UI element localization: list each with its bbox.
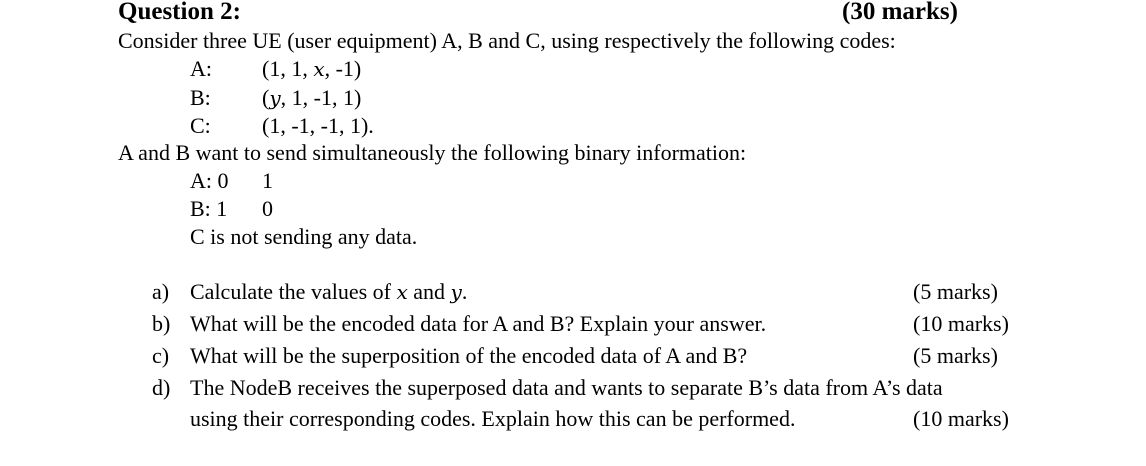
part-d-letter: d) — [152, 375, 171, 400]
binary-a-label: A: 0 — [190, 168, 229, 193]
part-a-marks: (5 marks) — [913, 279, 998, 304]
code-a-variable: x — [313, 57, 325, 81]
code-a-prefix: (1, 1, — [262, 56, 314, 81]
code-label-c: C: — [190, 113, 211, 138]
part-c-marks: (5 marks) — [913, 343, 998, 368]
question-intro: Consider three UE (user equipment) A, B and C, using respectively the following codes: — [118, 28, 896, 53]
part-a-letter: a) — [152, 279, 170, 304]
part-d-marks: (10 marks) — [913, 406, 1009, 431]
code-a-suffix: , -1) — [324, 56, 362, 81]
part-b-letter: b) — [152, 311, 171, 336]
part-a-var-x: x — [396, 280, 408, 304]
part-a-prefix: Calculate the values of — [190, 279, 397, 304]
binary-b-bit2: 0 — [262, 196, 273, 221]
part-a-var-y: y — [450, 280, 462, 304]
part-b-marks: (10 marks) — [913, 311, 1009, 336]
part-c-letter: c) — [152, 343, 170, 368]
code-value-b — [262, 87, 361, 109]
binary-a-bit2: 1 — [262, 168, 273, 193]
binary-b-label: B: 1 — [190, 196, 228, 221]
part-d-line1: The NodeB receives the superposed data and wants to separate B’s data from A’s data — [190, 375, 943, 400]
part-b-text: What will be the encoded data for A and B? Explain your answer. — [190, 311, 767, 336]
code-b-suffix: , 1, -1, 1) — [280, 85, 362, 110]
part-a-suffix: . — [461, 279, 468, 304]
part-d-line2: using their corresponding codes. Explain how this can be performed. — [190, 406, 796, 431]
question-title: Question 2: — [118, 0, 241, 25]
code-label-a: A: — [190, 56, 212, 81]
code-label-b: B: — [190, 85, 211, 110]
part-a-text — [190, 281, 467, 303]
binary-intro: A and B want to send simultaneously the following binary information: — [118, 140, 747, 165]
part-a-mid: and — [407, 279, 451, 304]
part-c-text: What will be the superposition of the encoded data of A and B? — [190, 343, 748, 368]
question-total-marks: (30 marks) — [842, 0, 958, 25]
code-b-prefix: ( — [262, 85, 270, 110]
code-value-c: (1, -1, -1, 1). — [262, 113, 374, 138]
code-b-variable: y — [269, 86, 281, 110]
c-note: C is not sending any data. — [190, 224, 418, 249]
code-value-a — [262, 58, 361, 80]
